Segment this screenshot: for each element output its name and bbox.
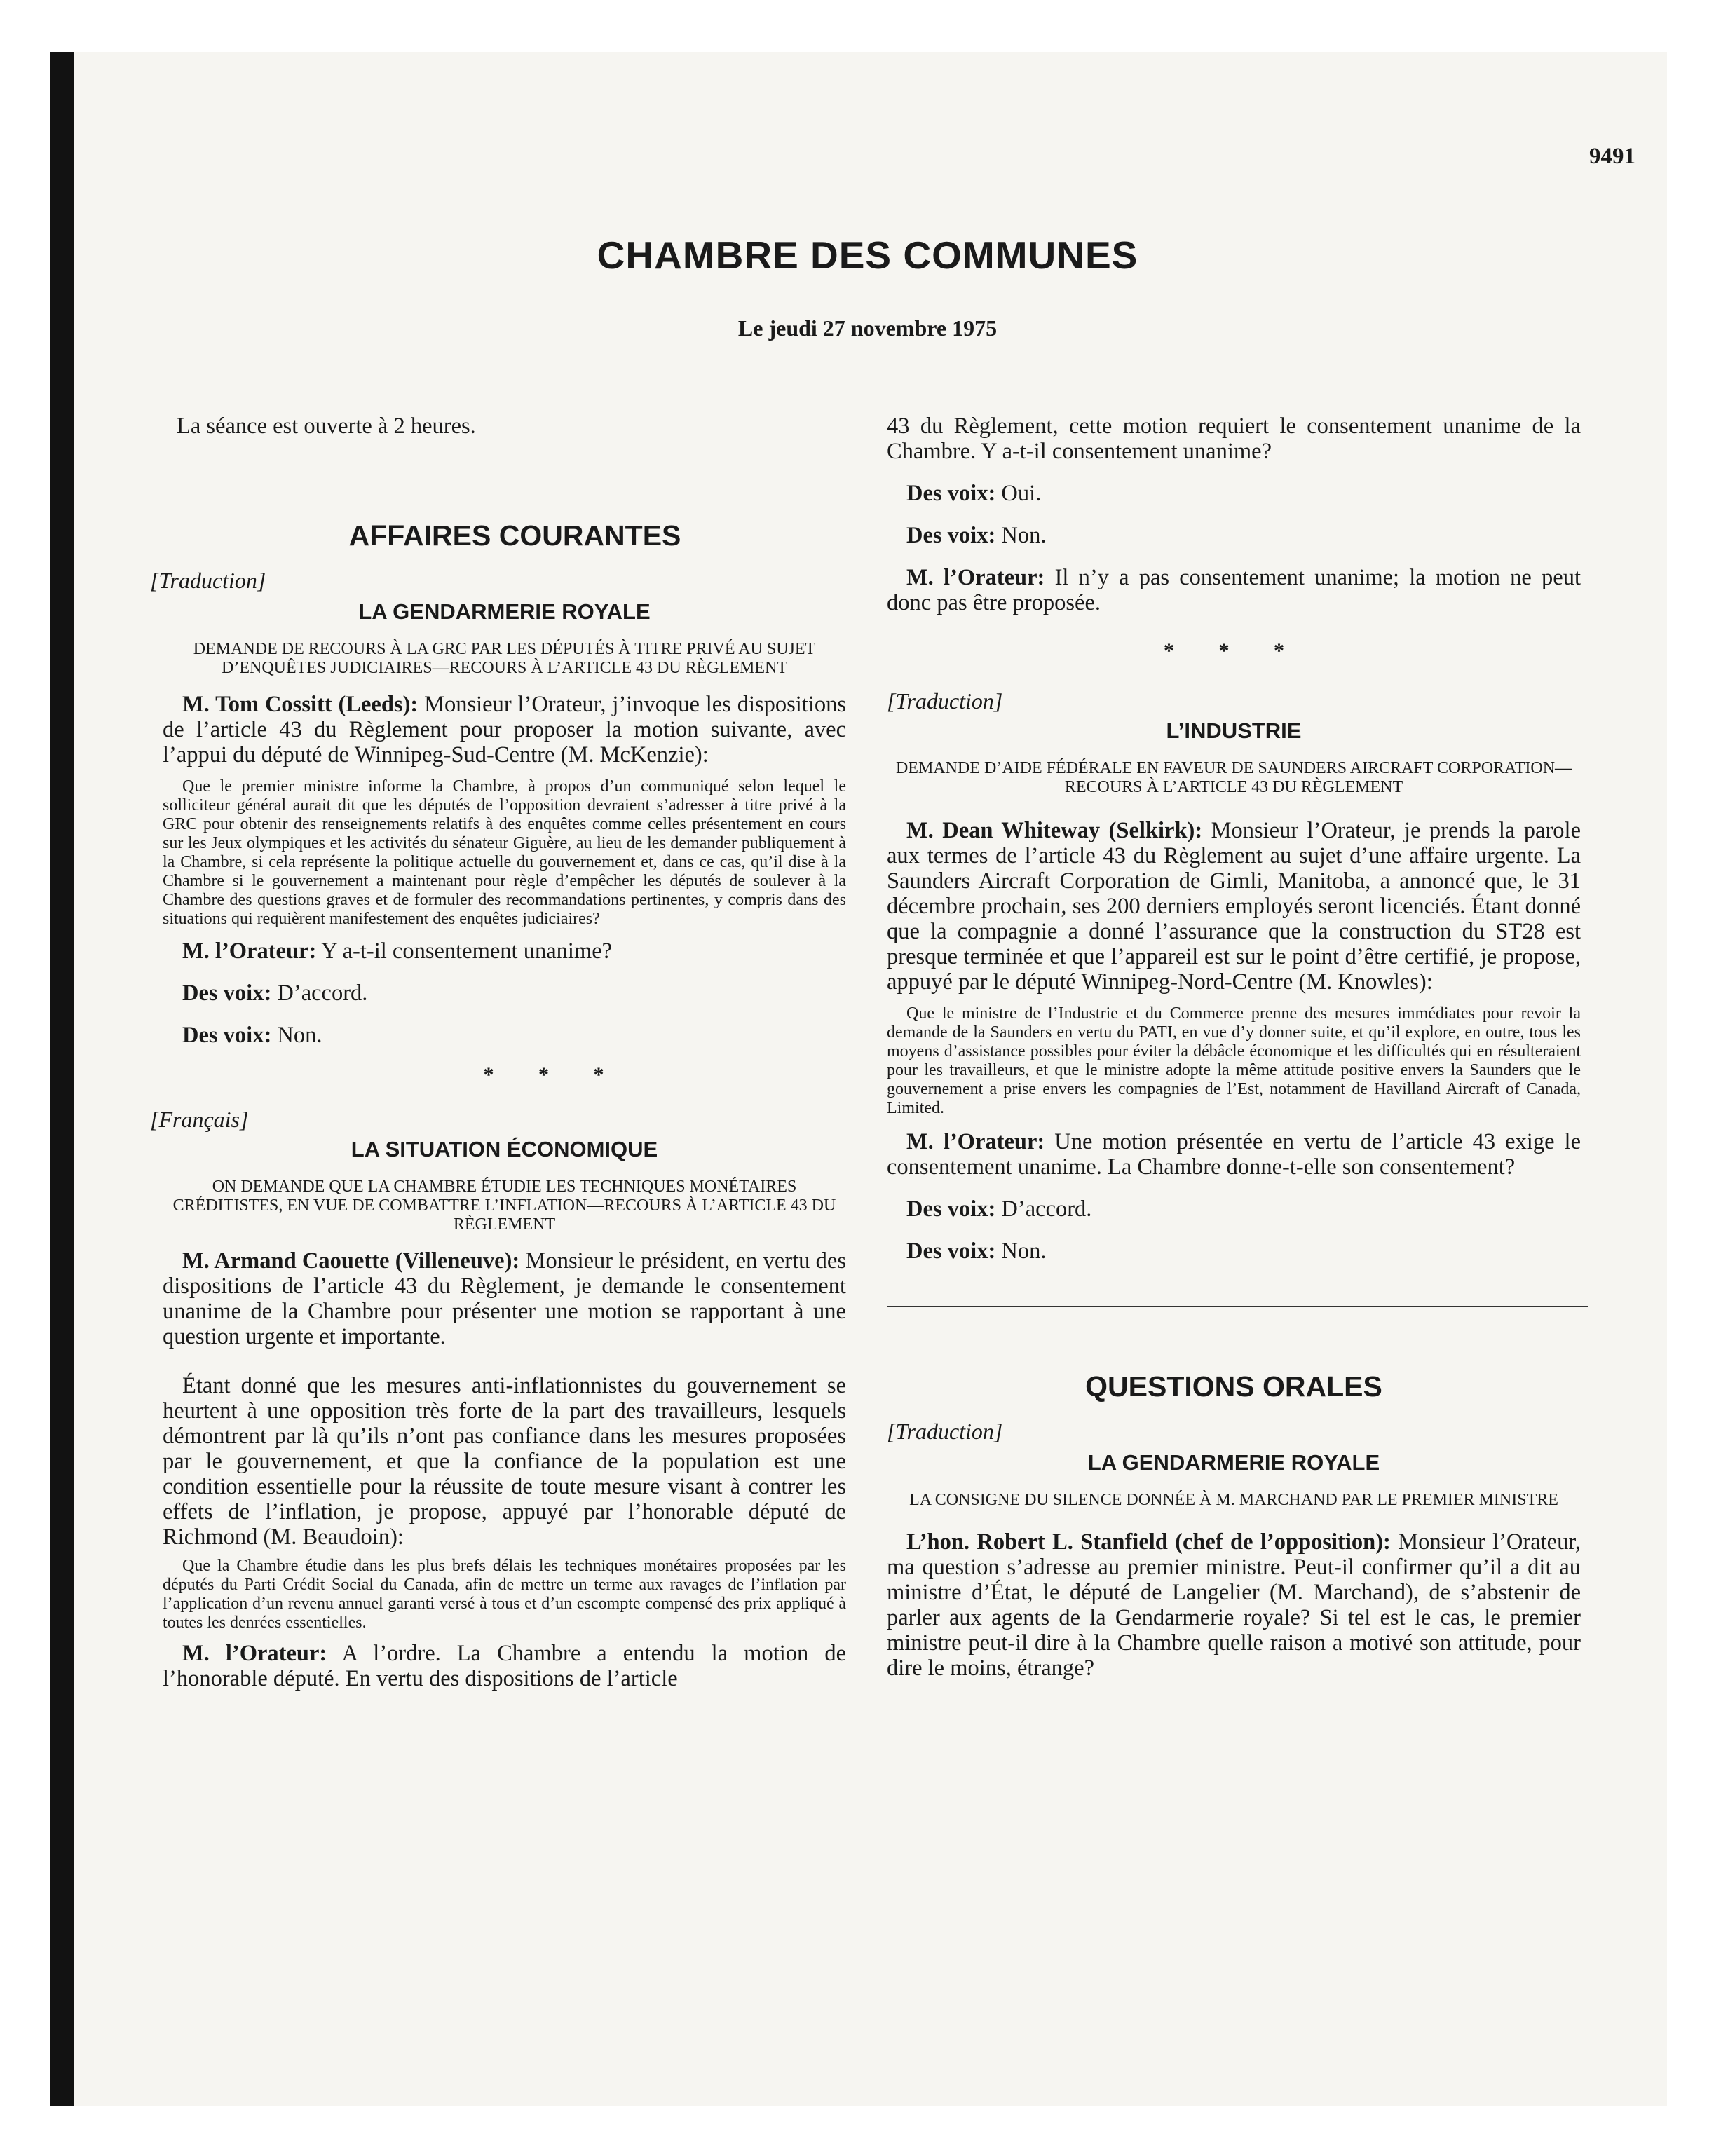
speaker-name: M. Armand Caouette (Villeneuve):: [182, 1248, 520, 1274]
speech-paragraph: [163, 1248, 846, 1349]
speaker-name: Des voix:: [906, 523, 996, 548]
speaker-name: M. Tom Cossitt (Leeds):: [182, 692, 419, 717]
motion-text: Que le ministre de l’Industrie et du Commerce prenne des mesures immédiates pour revoir la demande de la Saunders en vertu du PATI, en vue d’y donner suite, et qu’il explore, en outre, tous les moyens d’assistance possibles pour éviter la débâcle économique et les difficultés qui en résulteraient pour les travailleurs, et que le ministre adopte la même attitude positive envers la Saunders que le gouvernement a prise envers les compagnies de l’Est, notamment de Havilland Aircraft of Canada, Limited.: [887, 1004, 1581, 1117]
language-note: [Traduction]: [887, 688, 1003, 714]
speaker-name: L’hon. Robert L. Stanfield (chef de l’opposition):: [906, 1529, 1391, 1555]
speech-paragraph: [887, 481, 1581, 506]
speech-paragraph: [163, 1023, 846, 1048]
speech-text: Monsieur l’Orateur, ma question s’adresse au premier ministre. Peut-il confirmer qu’il a dit au ministre d’État, le député de Langelier (M. Marchand), de s’abstenir de parler aux agents de la Gendarmerie royale? Si tel est le cas, le premier ministre peut-il dire à la Chambre quelle raison a motivé son attitude, pour dire le moins, étrange?: [887, 1529, 1581, 1681]
speaker-name: Des voix:: [182, 981, 272, 1006]
language-note: [Traduction]: [887, 1419, 1003, 1444]
speech-paragraph: [887, 1129, 1581, 1180]
speaker-name: M. l’Orateur:: [182, 1641, 327, 1666]
speech-text: Il n’y a pas consentement unanime; la motion ne peut donc pas être proposée.: [887, 565, 1581, 615]
left-column: [150, 414, 847, 1691]
speaker-name: M. Dean Whiteway (Selkirk):: [906, 818, 1203, 843]
speaker-name: Des voix:: [906, 481, 996, 506]
speech-paragraph: [887, 523, 1581, 548]
topic-heading: ON DEMANDE QUE LA CHAMBRE ÉTUDIE LES TECHNIQUES MONÉTAIRES CRÉDITISTES, EN VUE DE COMBATTRE L’INFLATION—RECOURS À L’ARTICLE 43 DU RÈGLEMENT: [172, 1178, 836, 1234]
topic-heading: DEMANDE DE RECOURS À LA GRC PAR LES DÉPUTÉS À TITRE PRIVÉ AU SUJET D’ENQUÊTES JUDICIAIRES—RECOURS À L’ARTICLE 43 DU RÈGLEMENT: [193, 640, 816, 677]
speech-paragraph: [163, 1641, 846, 1691]
section-separator: * * *: [1164, 639, 1304, 662]
language-note: [Traduction]: [150, 568, 266, 593]
scan-edge-bar: [50, 52, 74, 2106]
speech-paragraph: Étant donné que les mesures anti-inflationnistes du gouvernement se heurtent à une opposition très forte de la part des travailleurs, lesquels démontrent par là qu’ils n’ont pas confiance dans les mesures proposées par le gouvernement, et que la confiance de la population est une condition essentielle pour la réussite de toute mesure visant à contrer les effets de l’inflation, je propose, appuyé par l’honorable député de Richmond (M. Beaudoin):: [163, 1373, 846, 1550]
speech-text: Monsieur l’Orateur, j’invoque les dispositions de l’article 43 du Règlement pour proposer la motion suivante, avec l’appui du député de Winnipeg-Sud-Centre (M. McKenzie):: [163, 692, 847, 767]
speech-text: Monsieur le président, en vertu des dispositions de l’article 43 du Règlement, je demande le consentement unanime de la Chambre pour présenter une motion se rapportant à une question urgente et importante.: [163, 1248, 846, 1349]
speech-paragraph: 43 du Règlement, cette motion requiert le consentement unanime de la Chambre. Y a-t-il consentement unanime?: [887, 414, 1581, 464]
page-number: 9491: [1589, 144, 1635, 169]
speaker-name: M. l’Orateur:: [906, 1129, 1045, 1154]
speech-paragraph: [163, 981, 846, 1006]
speech-paragraph: [163, 692, 846, 767]
speech-paragraph: [163, 939, 846, 964]
speech-text: Y a-t-il consentement unanime?: [316, 939, 613, 964]
motion-text: Que la Chambre étudie dans les plus brefs délais les techniques monétaires proposées par les députés du Parti Crédit Social du Canada, afin de mettre un terme aux ravages de l’inflation par l’application d’un revenu annuel garanti versé à tous et d’un escompte compensé des prix appliqué à toutes les denrées essentielles.: [163, 1557, 846, 1632]
speech-text: Oui.: [995, 481, 1042, 506]
topic-heading: LA CONSIGNE DU SILENCE DONNÉE À M. MARCHAND PAR LE PREMIER MINISTRE: [909, 1491, 1558, 1509]
speech-text: Non.: [995, 523, 1047, 548]
speech-text: Monsieur l’Orateur, je prends la parole aux termes de l’article 43 du Règlement au sujet d’une affaire urgente. La Saunders Aircraft Corporation de Gimli, Manitoba, a annoncé que, le 31 décembre prochain, ses 200 derniers employés seront licenciés. Étant donné que la compagnie a donné l’assurance que la construction du ST28 est presque terminée et que l’appareil est sur le point d’être certifié, je propose, appuyé par le député Winnipeg-Nord-Centre (M. Knowles):: [887, 818, 1581, 995]
speaker-name: M. l’Orateur:: [182, 939, 317, 964]
speaker-name: Des voix:: [906, 1196, 996, 1222]
speech-paragraph: [887, 818, 1581, 995]
section-heading-questions-orales: QUESTIONS ORALES: [1085, 1370, 1382, 1403]
sitting-date: Le jeudi 27 novembre 1975: [737, 315, 998, 341]
speech-text: Non.: [995, 1239, 1047, 1264]
speech-paragraph: [887, 1239, 1581, 1264]
speech-paragraph: [887, 1529, 1581, 1681]
speech-text: Non.: [271, 1023, 322, 1048]
speech-paragraph: [887, 565, 1581, 615]
speech-paragraph: [887, 1196, 1581, 1222]
section-separator: * * *: [483, 1063, 624, 1086]
right-column: [887, 414, 1581, 1681]
speech-text: D’accord.: [995, 1196, 1092, 1222]
opening-line: La séance est ouverte à 2 heures.: [177, 414, 476, 439]
subject-heading: LA GENDARMERIE ROYALE: [1087, 1450, 1380, 1475]
subject-heading: LA SITUATION ÉCONOMIQUE: [351, 1137, 658, 1161]
speaker-name: Des voix:: [906, 1239, 996, 1264]
page-title: CHAMBRE DES COMMUNES: [597, 233, 1138, 277]
subject-heading: LA GENDARMERIE ROYALE: [358, 599, 651, 624]
section-heading-affaires-courantes: AFFAIRES COURANTES: [348, 519, 681, 552]
speech-text: Une motion présentée en vertu de l’article 43 exige le consentement unanime. La Chambre donne-t-elle son consentement?: [887, 1129, 1581, 1180]
language-note: [Français]: [150, 1107, 249, 1132]
topic-heading: DEMANDE D’AIDE FÉDÉRALE EN FAVEUR DE SAUNDERS AIRCRAFT CORPORATION—RECOURS À L’ARTICLE 43 DU RÈGLEMENT: [895, 759, 1572, 796]
speaker-name: M. l’Orateur:: [906, 565, 1045, 590]
motion-text: Que le premier ministre informe la Chambre, à propos d’un communiqué selon lequel le solliciteur général aurait dit que les députés de l’opposition devraient s’adresser à titre privé à la GRC pour obtenir des renseignements relatifs à des enquêtes comme celles présentement en cours sur les Jeux olympiques et les activités du sénateur Giguère, au lieu de les demander publiquement à la Chambre, si cela représente la politique actuelle du gouvernement et, dans ce cas, qu’il dise à la Chambre si le gouvernement a maintenant pour règle d’empêcher les députés de soulever à la Chambre des questions graves et de formuler des recommandations pertinentes, y compris dans des situations qui requièrent manifestement des enquêtes judiciaires?: [163, 777, 846, 928]
speech-text: A l’ordre. La Chambre a entendu la motion de l’honorable député. En vertu des dispositions de l’article: [163, 1641, 846, 1691]
subject-heading: L’INDUSTRIE: [1166, 718, 1302, 743]
speech-text: D’accord.: [271, 981, 368, 1006]
speaker-name: Des voix:: [182, 1023, 272, 1048]
